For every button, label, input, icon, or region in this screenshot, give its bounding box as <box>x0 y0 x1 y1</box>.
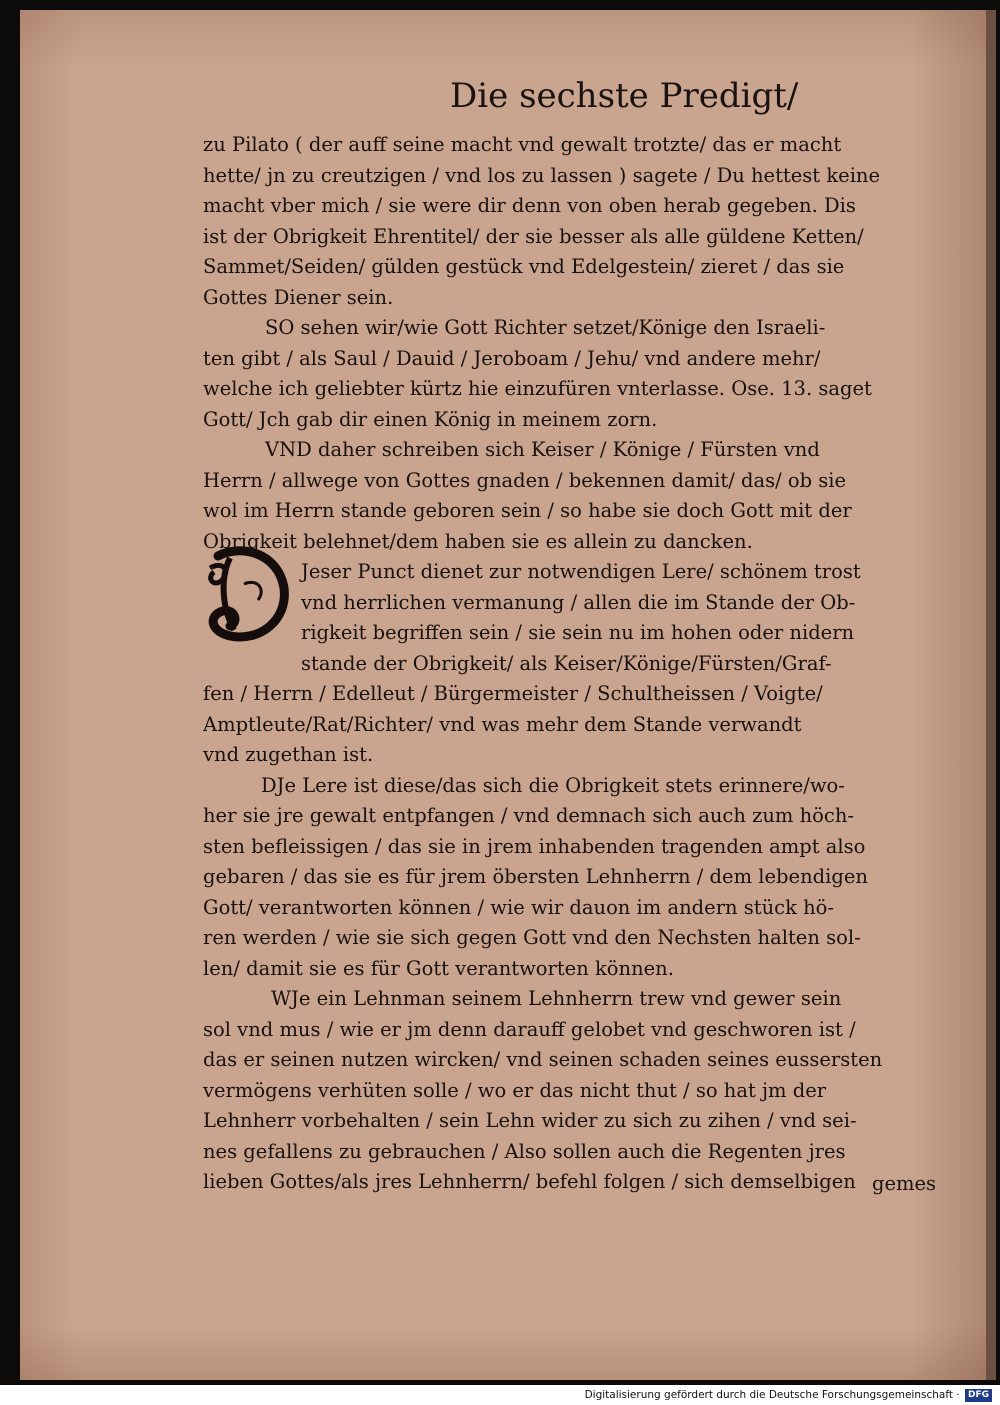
text-line: hette/ jn zu creutzigen / vnd los zu lassen ) sagete / Du hettest keine <box>203 163 881 187</box>
text-line: lieben Gottes/als jres Lehnherrn/ befehl folgen / sich demselbigen <box>203 1170 856 1193</box>
text-line: macht vber mich / sie were dir denn von oben herab gegeben. Dis <box>203 194 856 217</box>
text-line: zu Pilato ( der auff seine macht vnd gewalt trotzte/ das er macht <box>203 133 842 156</box>
text-line: VND daher schreiben sich Keiser / Könige / Fürsten vnd <box>265 438 820 461</box>
text-line: rigkeit begriffen sein / sie sein nu im hohen oder nidern <box>301 621 855 644</box>
text-line: ten gibt / als Saul / Dauid / Jeroboam / Jehu/ vnd andere mehr/ <box>203 346 821 370</box>
text-line: WJe ein Lehnman seinem Lehnherrn trew vnd gewer sein <box>271 987 842 1010</box>
text-line: Lehnherr vorbehalten / sein Lehn wider zu sich zu zihen / vnd sei- <box>203 1109 857 1132</box>
text-line: Gottes Diener sein. <box>203 285 394 309</box>
text-line: welche ich geliebter kürtz hie einzufüren vnterlasse. Ose. 13. saget <box>203 377 872 400</box>
digitization-credit <box>585 1386 992 1404</box>
text-line: DJe Lere ist diese/das sich die Obrigkeit stets erinnere/wo- <box>261 773 845 797</box>
text-line: vermögens verhüten solle / wo er das nicht thut / so hat jm der <box>203 1078 827 1102</box>
text-line: len/ damit sie es für Gott verantworten können. <box>203 956 674 980</box>
text-line: Obrigkeit belehnet/dem haben sie es allein zu dancken. <box>203 529 753 553</box>
text-line: ist der Obrigkeit Ehrentitel/ der sie besser als alle güldene Ketten/ <box>203 224 864 248</box>
text-line: das er seinen nutzen wircken/ vnd seinen schaden seines eussersten <box>203 1048 883 1071</box>
dfg-logo: DFG <box>965 1389 992 1402</box>
credit-text: Digitalisierung gefördert durch die Deutsche Forschungsgemeinschaft · <box>584 1389 960 1401</box>
text-line: ren werden / wie sie sich gegen Gott vnd den Nechsten halten sol- <box>203 926 861 949</box>
text-line: Jeser Punct dienet zur notwendigen Lere/ schönem trost <box>301 560 861 583</box>
running-title: Die sechste Predigt/ <box>450 76 799 116</box>
page-edge <box>986 10 996 1380</box>
text-line: gebaren / das sie es für jrem öbersten Lehnherrn / dem lebendigen <box>203 865 868 888</box>
page-text <box>203 130 953 1198</box>
text-line: vnd zugethan ist. <box>203 743 374 766</box>
text-line: vnd herrlichen vermanung / allen die im Stande der Ob- <box>301 590 856 614</box>
text-line: Sammet/Seiden/ gülden gestück vnd Edelgestein/ zieret / das sie <box>203 255 845 278</box>
text-line: Herrn / allwege von Gottes gnaden / bekennen damit/ das/ ob sie <box>203 468 847 492</box>
text-line: wol im Herrn stande geboren sein / so habe sie doch Gott mit der <box>203 499 852 522</box>
text-line: her sie jre gewalt entpfangen / vnd demnach sich auch zum höch- <box>203 804 854 827</box>
catchword: gemes <box>872 1172 937 1195</box>
text-line: stande der Obrigkeit/ als Keiser/Könige/Fürsten/Graf- <box>301 651 832 675</box>
text-line: Gott/ verantworten können / wie wir dauon im andern stück hö- <box>203 895 834 919</box>
text-line: nes gefallens zu gebrauchen / Also sollen auch die Regenten jres <box>203 1139 846 1163</box>
text-line: SO sehen wir/wie Gott Richter setzet/Könige den Israeli- <box>265 316 826 339</box>
text-line: sten befleissigen / das sie in jrem inhabenden tragenden ampt also <box>203 834 866 858</box>
text-line: fen / Herrn / Edelleut / Bürgermeister / Schultheissen / Voigte/ <box>203 682 823 705</box>
text-line: sol vnd mus / wie er jm denn darauff gelobet vnd geschworen ist / <box>203 1017 856 1041</box>
text-line: Amptleute/Rat/Richter/ vnd was mehr dem Stande verwandt <box>203 712 802 736</box>
text-line: Gott/ Jch gab dir einen König in meinem zorn. <box>203 407 658 431</box>
